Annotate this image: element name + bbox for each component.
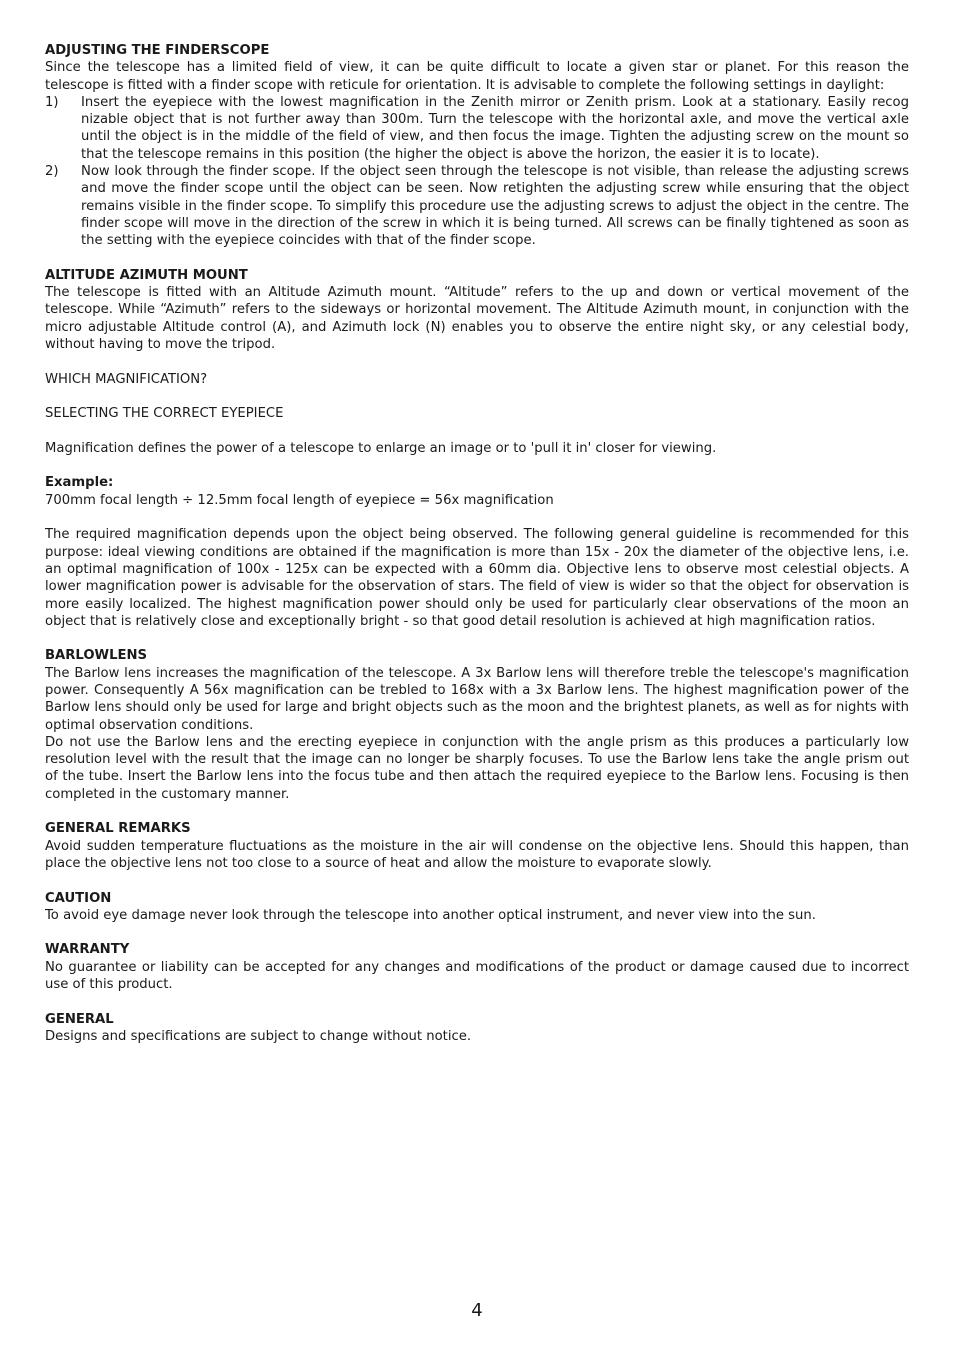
step-number: 2) bbox=[45, 164, 59, 180]
barlow-heading: BARLOWLENS bbox=[45, 648, 148, 664]
step-text: Insert the eyepiece with the lowest magnification in the Zenith mirror or Zenith prism. Look at a stationary. Easily recog nizable object that is not further away than 300m. Turn the telescope with the horizontal axle, and move the vertical axle until the object is in the middle of the field of view, and then focus the image. Tighten the adjusting screw on the mount so that the telescope remains in this position (the higher the object is above the horizon, the easier it is to locate). bbox=[81, 94, 909, 162]
document-page bbox=[45, 42, 909, 1063]
finderscope-step bbox=[45, 94, 909, 163]
step-number: 1) bbox=[45, 94, 59, 110]
section-finderscope bbox=[45, 42, 909, 250]
remarks-text: Avoid sudden temperature fluctuations as the moisture in the air will condense on the objective lens. Should this happen, than place the objective lens not too close to a source of heat and allow the moisture to evaporate slowly. bbox=[45, 838, 909, 871]
step-text: Now look through the finder scope. If the object seen through the telescope is not visible, than release the adjusting screws and move the finder scope until the object can be seen. Now retighten the adjusting screw while ensuring that the object remains visible in the finder scope. To simplify this procedure use the adjusting screws to adjust the object in the centre. The finder scope will move in the direction of the screw in which it is being turned. All screws can be finally tightened as soon as the setting with the eyepiece coincides with that of the finder scope. bbox=[81, 164, 909, 249]
selecting-eyepiece-heading: SELECTING THE CORRECT EYEPIECE bbox=[45, 406, 284, 422]
caution-heading: CAUTION bbox=[45, 890, 112, 906]
section-general bbox=[45, 1011, 909, 1046]
magnification-definition: Magnification defines the power of a telescope to enlarge an image or to 'pull it in' closer for viewing. bbox=[45, 440, 717, 456]
barlow-text-2: Do not use the Barlow lens and the erecting eyepiece in conjunction with the angle prism as this produces a particularly low resolution level with the result that the image can no longer be sharply focuses. To use the Barlow lens take the angle prism out of the tube. Insert the Barlow lens into the focus tube and then attach the required eyepiece to the Barlow lens. Focusing is then completed in the customary manner. bbox=[45, 734, 909, 802]
finderscope-steps bbox=[45, 94, 909, 250]
example-heading: Example: bbox=[45, 475, 114, 491]
section-warranty bbox=[45, 941, 909, 993]
finderscope-heading: ADJUSTING THE FINDERSCOPE bbox=[45, 43, 270, 58]
required-magnification-text: The required magnification depends upon the object being observed. The following general guideline is recommended for this purpose: ideal viewing conditions are obtained if the magnification is more than 15x - 20x the diameter of the objective lens, i.e. an optimal magnification of 100x - 125x can be expected with a 60mm dia. Objective lens to observe most celestial objects. A lower magnification power is advisable for the observation of stars. The field of view is wider so that the object for observation is more easily localized. The highest magnification power should only be used for particularly clear observations of the moon an object that is relatively close and exceptionally bright - so that good detail resolution is achieved at high magnification ratios. bbox=[45, 527, 909, 629]
remarks-heading: GENERAL REMARKS bbox=[45, 821, 191, 837]
caution-text: To avoid eye damage never look through the telescope into another optical instrument, and never view into the sun. bbox=[45, 907, 816, 923]
warranty-text: No guarantee or liability can be accepted for any changes and modifications of the product or damage caused due to incorrect use of this product. bbox=[45, 959, 909, 993]
page-number: 4 bbox=[471, 1300, 483, 1321]
example-text: 700mm focal length ÷ 12.5mm focal length of eyepiece = 56x magnification bbox=[45, 492, 554, 508]
finderscope-step bbox=[45, 163, 909, 249]
section-barlow-lens bbox=[45, 647, 909, 803]
section-general-remarks bbox=[45, 820, 909, 872]
section-example bbox=[45, 474, 909, 509]
finderscope-intro: Since the telescope has a limited field of view, it can be quite difficult to locate a given star or planet. For this reason the telescope is fitted with a finder scope with reticule for orientation. It is advisable to complete the following settings in daylight: bbox=[45, 60, 909, 93]
warranty-heading: WARRANTY bbox=[45, 942, 130, 958]
general-heading: GENERAL bbox=[45, 1011, 114, 1027]
section-required-magnification bbox=[45, 526, 909, 630]
section-caution bbox=[45, 890, 909, 925]
altaz-heading: ALTITUDE AZIMUTH MOUNT bbox=[45, 267, 248, 283]
altaz-text: The telescope is fitted with an Altitude Azimuth mount. “Altitude” refers to the up and down or vertical movement of the telescope. While “Azimuth” refers to the sideways or horizontal movement. The Altitude Azimuth mount, in conjunction with the micro adjustable Altitude control (A), and Azimuth lock (N) enables you to observe the entire night sky, or any celestial body, without having to move the tripod. bbox=[45, 285, 909, 353]
general-text: Designs and specifications are subject to change without notice. bbox=[45, 1028, 472, 1044]
section-altaz-mount bbox=[45, 267, 909, 353]
barlow-text-1: The Barlow lens increases the magnification of the telescope. A 3x Barlow lens will therefore treble the telescope's magnification power. Consequently A 56x magnification can be trebled to 168x with a 3x Barlow lens. The highest magnification power of the Barlow lens should only be used for large and bright objects such as the moon and the brightest planets, as well as for nights with optimal observation conditions. bbox=[45, 665, 909, 733]
which-magnification-heading: WHICH MAGNIFICATION? bbox=[45, 371, 208, 387]
